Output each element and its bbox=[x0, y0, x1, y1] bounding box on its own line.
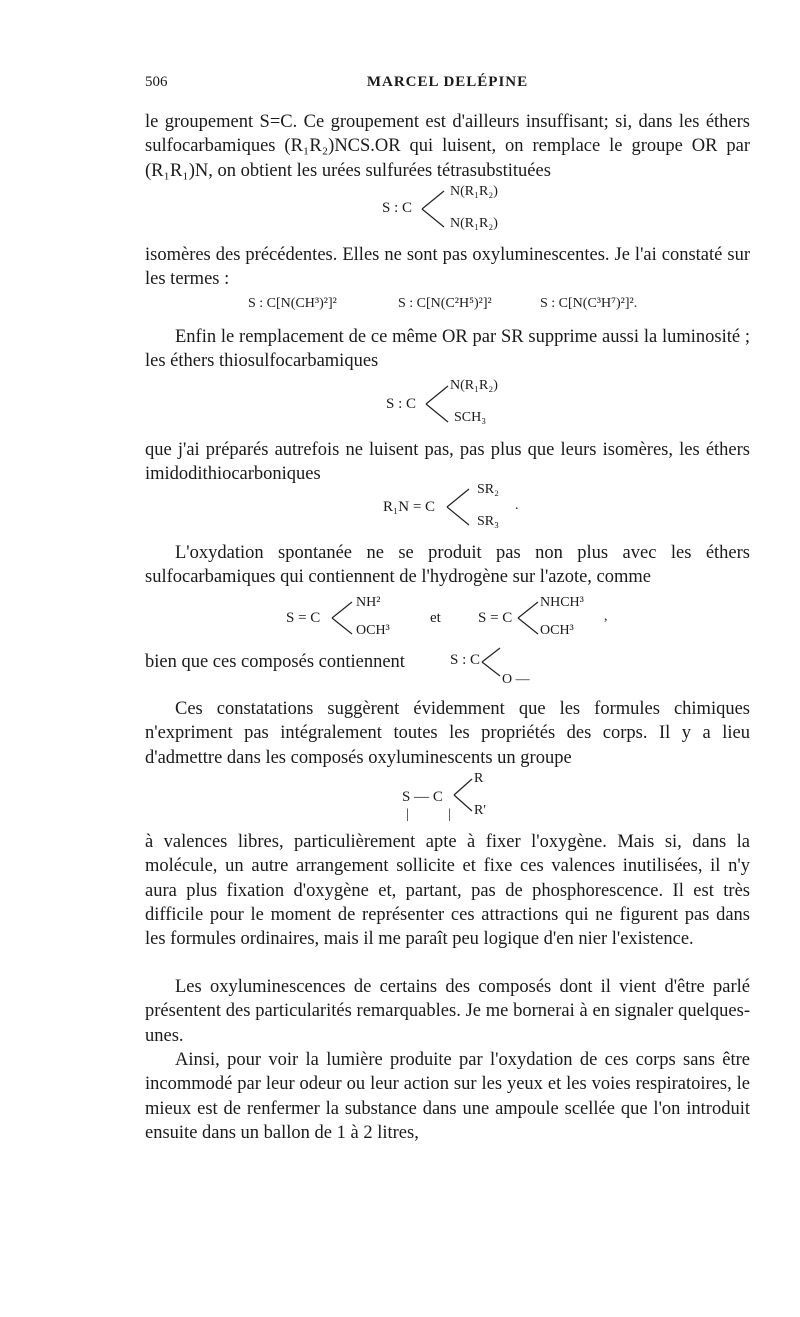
formula-free-valence-group bbox=[402, 771, 522, 827]
paragraph-4: que j'ai préparés autrefois ne luisent pas, pas plus que leurs isomères, les éthers imidodithiocarboniques bbox=[145, 440, 750, 485]
formula-2-b: S : C[N(C²H⁵)²]² bbox=[398, 296, 492, 311]
formula-1-left: S : C bbox=[382, 200, 413, 216]
page-number: 506 bbox=[145, 74, 168, 90]
paragraph-1: le groupement S=C. Ce groupement est d'ailleurs insuffisant; si, dans les éthers sulfocarbamiques (R₁R₂)NCS.OR qui luisent, on remplace le groupe OR par (R₁R₁)N, on obtient les urées sulfurées tétrasubstituées bbox=[145, 112, 750, 181]
formula-6-left: S : C bbox=[450, 652, 481, 668]
paragraph-7: Ces constatations suggèrent évidemment que les formules chimiques n'expriment pas intégralement toutes les propriétés des corps. Il y a lieu d'admettre dans les composés oxyluminescents un groupe bbox=[145, 699, 750, 768]
formula-1-bonds bbox=[420, 187, 450, 231]
formula-2-c: S : C[N(C³H⁷)²]². bbox=[540, 296, 638, 311]
formula-4-bottom: SR₃ bbox=[477, 514, 500, 529]
page-header bbox=[145, 74, 750, 98]
formula-5-top-1: NH² bbox=[356, 595, 381, 610]
formula-7-bottom: R' bbox=[474, 803, 486, 818]
paragraph-9: Les oxyluminescences de certains des composés dont il vient d'être parlé présentent des particularités remarquables. Je me bornerai à en signaler quelques-unes. bbox=[145, 977, 750, 1046]
formula-7-left: S — C bbox=[402, 789, 443, 805]
formula-3-left: S : C bbox=[386, 396, 417, 412]
formula-sulfocarbamic-pair bbox=[286, 595, 616, 641]
running-head: MARCEL DELÉPINE bbox=[366, 74, 529, 90]
formula-4-top: SR₂ bbox=[477, 482, 500, 497]
formula-5-bottom-1: OCH³ bbox=[356, 623, 390, 638]
formula-5-et: et bbox=[430, 610, 441, 626]
formula-3-bottom: SCH₃ bbox=[454, 410, 487, 425]
formula-1-top: N(R₁R₂) bbox=[450, 184, 498, 199]
formula-4-bonds bbox=[445, 485, 475, 529]
formula-4-left: R₁N = C bbox=[383, 499, 436, 515]
formula-5-left-2: S = C bbox=[478, 610, 513, 626]
formula-4-trail: . bbox=[515, 498, 519, 513]
paragraph-6: bien que ces composés contiennent bbox=[145, 652, 405, 672]
formula-5-top-2: NHCH³ bbox=[540, 595, 584, 610]
paragraph-5: L'oxydation spontanée ne se produit pas non plus avec les éthers sulfocarbamiques qui contiennent de l'hydrogène sur l'azote, comme bbox=[145, 543, 750, 588]
formula-6-bonds bbox=[480, 646, 504, 680]
formula-5-trail: , bbox=[604, 609, 608, 624]
formula-thiosulfocarbamic bbox=[386, 378, 526, 428]
formula-7-top: R bbox=[474, 771, 484, 786]
formula-3-top: N(R₁R₂) bbox=[450, 378, 498, 393]
paragraph-10: Ainsi, pour voir la lumière produite par l'oxydation de ces corps sans être incommodé par leur odeur ou leur action sur les yeux et les voies respiratoires, le mieux est de renfermer la substance dans une ampoule scellée que l'on introduit ensuite dans un ballon de 1 à 2 litres, bbox=[145, 1050, 750, 1143]
formula-series bbox=[248, 296, 708, 316]
formula-7-bar-1: | bbox=[406, 807, 409, 822]
paragraph-2: isomères des précédentes. Elles ne sont pas oxyluminescentes. Je l'ai constaté sur les termes : bbox=[145, 245, 750, 290]
formula-1-bottom: N(R₁R₂) bbox=[450, 216, 498, 231]
paragraph-3: Enfin le remplacement de ce même OR par SR supprime aussi la luminosité ; les éthers thiosulfocarbamiques bbox=[145, 327, 750, 372]
formula-s-c-o bbox=[450, 648, 530, 690]
paragraph-8: à valences libres, particulièrement apte à fixer l'oxygène. Mais si, dans la molécule, un autre arrangement sollicite et fixe ces valences inutilisées, il n'y aura plus fixation d'oxygène et, partant, pas de phosphorescence. Il est très difficile pour le moment de représenter ces attractions qui ne figurent pas dans les formules ordinaires, mais il me paraît peu logique d'en nier l'existence. bbox=[145, 832, 750, 950]
formula-7-bar-2: | bbox=[448, 807, 451, 822]
formula-5-bottom-2: OCH³ bbox=[540, 623, 574, 638]
formula-5-bonds-1 bbox=[330, 598, 358, 638]
formula-2-a: S : C[N(CH³)²]² bbox=[248, 296, 337, 311]
formula-imidodithiocarbonic bbox=[383, 482, 533, 534]
formula-6-bottom: O — bbox=[502, 672, 530, 687]
formula-5-left-1: S = C bbox=[286, 610, 321, 626]
formula-thiourea bbox=[382, 184, 542, 234]
